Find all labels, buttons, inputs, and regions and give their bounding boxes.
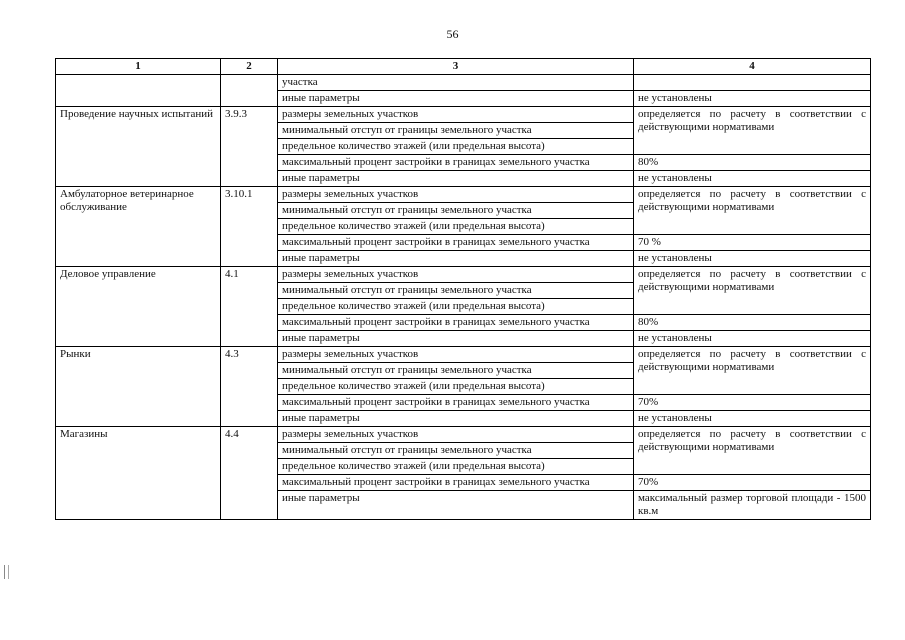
parameter-cell: минимальный отступ от границы земельного участка: [278, 443, 634, 459]
parameter-cell: минимальный отступ от границы земельного участка: [278, 283, 634, 299]
use-code-cell: [221, 75, 278, 107]
value-cell: 80%: [634, 155, 871, 171]
parameter-cell: иные параметры: [278, 91, 634, 107]
parameter-cell: максимальный процент застройки в границах земельного участка: [278, 315, 634, 331]
parameter-cell: предельное количество этажей (или предельная высота): [278, 139, 634, 155]
value-cell: определяется по расчету в соответствии с действующими нормативами: [634, 187, 871, 235]
table-row: [56, 427, 871, 443]
use-code-cell: 3.10.1: [221, 187, 278, 267]
parameter-cell: размеры земельных участков: [278, 427, 634, 443]
parameter-cell: максимальный процент застройки в границах земельного участка: [278, 475, 634, 491]
column-header-3: 3: [278, 59, 634, 75]
parameter-cell: максимальный процент застройки в границах земельного участка: [278, 155, 634, 171]
parameter-cell: максимальный процент застройки в границах земельного участка: [278, 235, 634, 251]
parameter-cell: предельное количество этажей (или предельная высота): [278, 219, 634, 235]
parameter-cell: предельное количество этажей (или предельная высота): [278, 379, 634, 395]
value-cell: не установлены: [634, 331, 871, 347]
parameter-cell: минимальный отступ от границы земельного участка: [278, 203, 634, 219]
value-cell: 70 %: [634, 235, 871, 251]
value-cell: определяется по расчету в соответствии с действующими нормативами: [634, 267, 871, 315]
use-name-cell: [56, 75, 221, 107]
parameter-cell: минимальный отступ от границы земельного участка: [278, 363, 634, 379]
value-cell: определяется по расчету в соответствии с действующими нормативами: [634, 107, 871, 155]
table-row: [56, 267, 871, 283]
use-name-cell: Магазины: [56, 427, 221, 520]
use-code-cell: 3.9.3: [221, 107, 278, 187]
table-row: [56, 347, 871, 363]
parameter-cell: иные параметры: [278, 411, 634, 427]
parameter-cell: иные параметры: [278, 331, 634, 347]
page-number: 56: [446, 27, 459, 41]
parameter-cell: минимальный отступ от границы земельного участка: [278, 123, 634, 139]
value-cell: не установлены: [634, 91, 871, 107]
parameter-cell: иные параметры: [278, 251, 634, 267]
column-header-1: 1: [56, 59, 221, 75]
use-name-cell: Деловое управление: [56, 267, 221, 347]
value-cell: [634, 75, 871, 91]
header-row: [56, 59, 871, 75]
parameter-cell: размеры земельных участков: [278, 347, 634, 363]
parameter-cell: иные параметры: [278, 491, 634, 520]
value-cell: не установлены: [634, 411, 871, 427]
parameter-cell: максимальный процент застройки в границах земельного участка: [278, 395, 634, 411]
value-cell: определяется по расчету в соответствии с действующими нормативами: [634, 347, 871, 395]
use-name-cell: Рынки: [56, 347, 221, 427]
value-cell: определяется по расчету в соответствии с действующими нормативами: [634, 427, 871, 475]
column-header-2: 2: [221, 59, 278, 75]
use-code-cell: 4.1: [221, 267, 278, 347]
parameter-cell: размеры земельных участков: [278, 267, 634, 283]
parameter-cell: размеры земельных участков: [278, 187, 634, 203]
use-name-cell: Проведение научных испытаний: [56, 107, 221, 187]
table-row: [56, 107, 871, 123]
table-row: [56, 75, 871, 91]
parameter-cell: размеры земельных участков: [278, 107, 634, 123]
parameter-cell: предельное количество этажей (или предельная высота): [278, 299, 634, 315]
land-use-table: [55, 58, 871, 520]
column-header-4: 4: [634, 59, 871, 75]
value-cell: 70%: [634, 475, 871, 491]
use-code-cell: 4.4: [221, 427, 278, 520]
parameter-cell: иные параметры: [278, 171, 634, 187]
scan-edge-mark: [4, 565, 9, 579]
value-cell: 70%: [634, 395, 871, 411]
parameter-cell: участка: [278, 75, 634, 91]
parameter-cell: предельное количество этажей (или предельная высота): [278, 459, 634, 475]
use-code-cell: 4.3: [221, 347, 278, 427]
value-cell: 80%: [634, 315, 871, 331]
table-row: [56, 187, 871, 203]
value-cell: не установлены: [634, 171, 871, 187]
value-cell: максимальный размер торговой площади - 1500 кв.м: [634, 491, 871, 520]
use-name-cell: Амбулаторное ветеринарное обслуживание: [56, 187, 221, 267]
value-cell: не установлены: [634, 251, 871, 267]
